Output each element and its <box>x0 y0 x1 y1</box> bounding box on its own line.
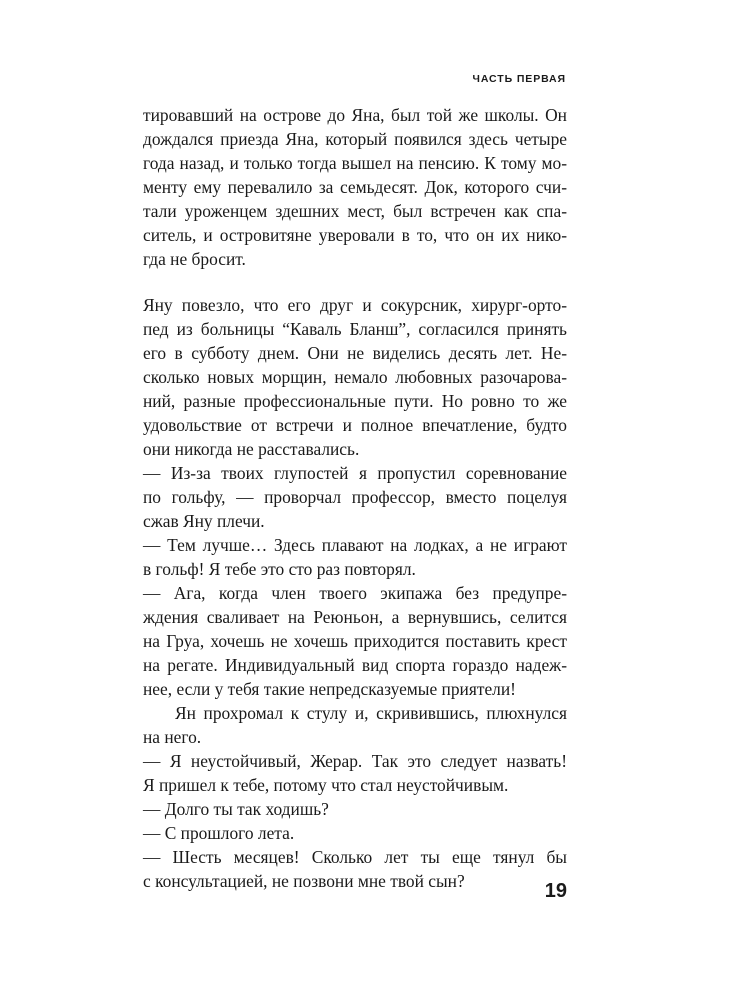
dialogue-line: — Шесть месяцев! Сколько лет ты еще тянул бы <box>143 847 567 867</box>
text-line: на регате. Индивидуальный вид спорта гораздо надеж- <box>143 655 567 675</box>
text-line: пед из больницы “Каваль Бланш”, согласился принять <box>143 319 567 339</box>
text-line: тировавший на острове до Яна, был той же школы. Он <box>143 105 567 125</box>
text-line: Ян прохромал к стулу и, скривившись, плюхнулся <box>175 703 567 723</box>
page-number: 19 <box>544 880 567 902</box>
text-line: Яну повезло, что его друг и сокурсник, хирург-орто- <box>143 295 567 315</box>
text-line: его в субботу днем. Они не виделись десять лет. Не- <box>143 343 567 363</box>
dialogue-line: — Долго ты так ходишь? <box>143 799 329 819</box>
dialogue-line: — Я неустойчивый, Жерар. Так это следует назвать! <box>143 751 567 771</box>
text-line: менту ему перевалило за семьдесят. Док, которого счи- <box>143 177 567 197</box>
paragraph-1 <box>143 103 567 271</box>
text-line: по гольфу, — проворчал профессор, вместо поцелуя <box>143 487 567 507</box>
text-line: на Груа, хочешь не хочешь приходится поставить крест <box>143 631 567 651</box>
text-line: года назад, и только тогда вышел на пенсию. К тому мо- <box>143 153 567 173</box>
dialogue-line: — Из-за твоих глупостей я пропустил соревнование <box>143 463 567 483</box>
text-line: нее, если у тебя такие непредсказуемые приятели! <box>143 679 516 699</box>
dialogue-line: — Тем лучше… Здесь плавают на лодках, а не играют <box>143 535 567 555</box>
dialogue-line: — С прошлого лета. <box>143 823 295 843</box>
text-line: в гольф! Я тебе это сто раз повторял. <box>143 559 416 579</box>
text-line: сколько новых морщин, немало любовных разочарова- <box>143 367 567 387</box>
text-line: они никогда не расставались. <box>143 439 360 459</box>
text-line: тали уроженцем здешних мест, был встречен как спа- <box>143 201 567 221</box>
text-line: удовольствие от встречи и полное впечатление, будто <box>143 415 567 435</box>
text-line: гда не бросит. <box>143 249 246 269</box>
running-head: ЧАСТЬ ПЕРВАЯ <box>472 73 566 85</box>
dialogue-line: — Ага, когда член твоего экипажа без предупре- <box>143 583 567 603</box>
text-line: ждения сваливает на Реюньон, а вернувшись, селится <box>143 607 567 627</box>
section-2 <box>143 293 567 893</box>
text-line: ситель, и островитяне уверовали в то, что он их нико- <box>143 225 567 245</box>
text-line: ний, разные профессиональные пути. Но ровно то же <box>143 391 567 411</box>
text-line: Я пришел к тебе, потому что стал неустойчивым. <box>143 775 509 795</box>
text-line: с консультацией, не позвони мне твой сын? <box>143 871 465 891</box>
text-line: на него. <box>143 727 202 747</box>
text-line: дождался приезда Яна, который появился здесь четыре <box>143 129 567 149</box>
text-line: сжав Яну плечи. <box>143 511 265 531</box>
